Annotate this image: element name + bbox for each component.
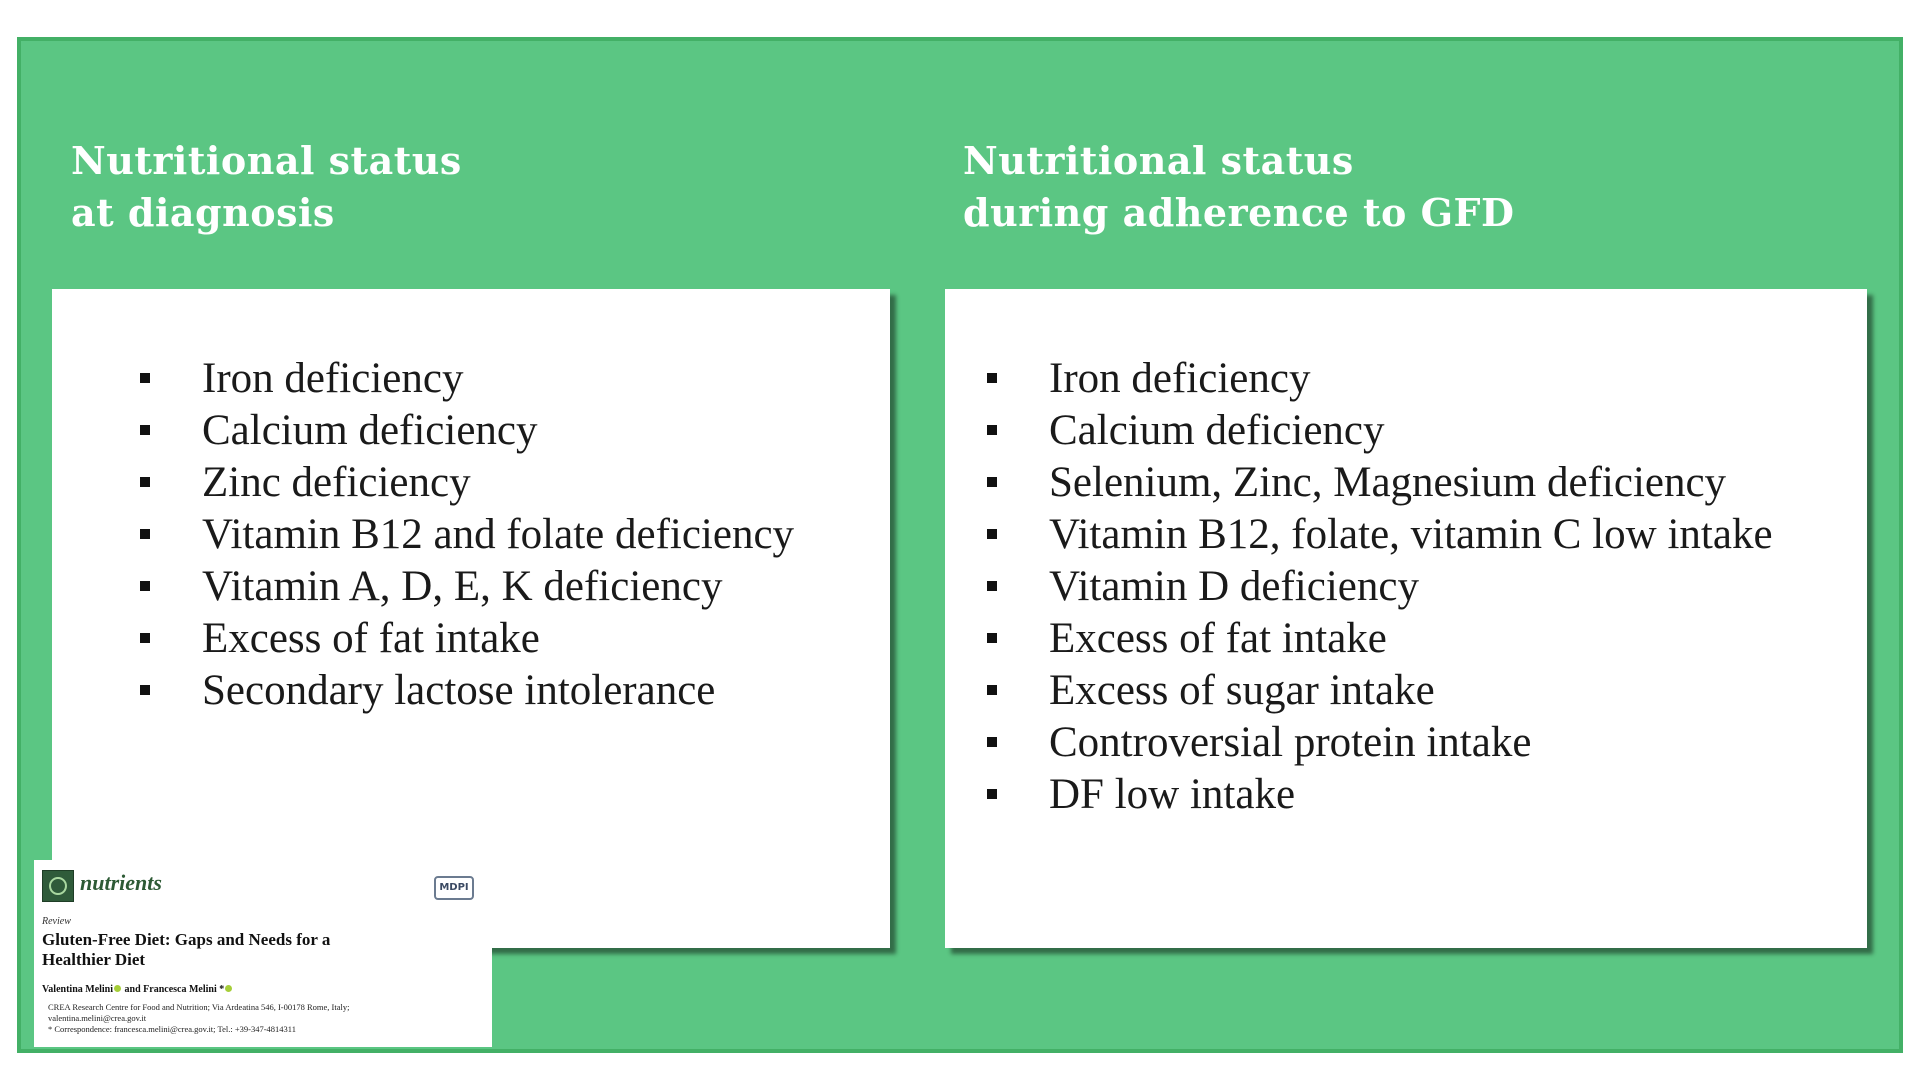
diagnosis-list — [140, 353, 794, 717]
square-bullet-icon — [140, 685, 150, 695]
list-item — [987, 561, 1773, 613]
list-item — [140, 613, 794, 665]
list-item-label: Calcium deficiency — [202, 407, 538, 454]
left-column-title — [71, 135, 462, 239]
list-item-label: DF low intake — [1049, 771, 1296, 818]
square-bullet-icon — [140, 373, 150, 383]
orcid-icon — [114, 985, 121, 992]
journal-name: nutrients — [80, 870, 162, 895]
authors — [42, 984, 233, 995]
list-item-label: Vitamin A, D, E, K deficiency — [202, 563, 723, 610]
gfd-adherence-list — [987, 353, 1773, 821]
square-bullet-icon — [987, 477, 997, 487]
journal-logo-icon — [42, 870, 74, 902]
square-bullet-icon — [140, 581, 150, 591]
right-title-line-1: Nutritional status — [963, 138, 1354, 183]
list-item-label: Vitamin B12, folate, vitamin C low intake — [1049, 511, 1773, 558]
square-bullet-icon — [987, 529, 997, 539]
list-item — [987, 353, 1773, 405]
article-type: Review — [42, 916, 71, 927]
left-title-line-1: Nutritional status — [71, 138, 462, 183]
orcid-icon — [225, 985, 232, 992]
square-bullet-icon — [987, 581, 997, 591]
diagnosis-panel — [52, 289, 890, 948]
square-bullet-icon — [987, 685, 997, 695]
square-bullet-icon — [140, 425, 150, 435]
list-item-label: Vitamin B12 and folate deficiency — [202, 511, 795, 558]
affiliation-line-1: CREA Research Centre for Food and Nutrition; Via Ardeatina 546, I-00178 Rome, Italy; — [48, 1002, 350, 1012]
list-item — [140, 457, 794, 509]
list-item-label: Iron deficiency — [1049, 355, 1311, 402]
affiliation-line-2: valentina.melini@crea.gov.it — [48, 1013, 147, 1023]
paper-thumbnail — [34, 860, 492, 1047]
author-1: Valentina Melini — [42, 984, 114, 995]
square-bullet-icon — [140, 633, 150, 643]
list-item — [987, 665, 1773, 717]
square-bullet-icon — [987, 737, 997, 747]
square-bullet-icon — [140, 529, 150, 539]
list-item — [987, 769, 1773, 821]
list-item — [140, 665, 794, 717]
list-item — [987, 457, 1773, 509]
list-item-label: Iron deficiency — [202, 355, 464, 402]
list-item-label: Selenium, Zinc, Magnesium deficiency — [1049, 459, 1727, 506]
list-item-label: Excess of fat intake — [202, 615, 540, 662]
list-item-label: Calcium deficiency — [1049, 407, 1385, 454]
square-bullet-icon — [987, 373, 997, 383]
list-item-label: Excess of fat intake — [1049, 615, 1387, 662]
affiliation-line-3: * Correspondence: francesca.melini@crea.gov.it; Tel.: +39-347-4814311 — [48, 1024, 296, 1034]
list-item-label: Zinc deficiency — [202, 459, 471, 506]
list-item-label: Secondary lactose intolerance — [202, 667, 716, 714]
article-title-line-2: Healthier Diet — [42, 950, 146, 969]
square-bullet-icon — [987, 789, 997, 799]
right-title-line-2: during adherence to GFD — [963, 190, 1515, 235]
gfd-adherence-panel — [945, 289, 1867, 948]
article-title-line-1: Gluten-Free Diet: Gaps and Needs for a — [42, 930, 331, 949]
square-bullet-icon — [987, 425, 997, 435]
affiliation — [48, 1002, 350, 1035]
list-item — [140, 405, 794, 457]
right-column-title — [963, 135, 1514, 239]
author-2: and Francesca Melini * — [122, 984, 225, 995]
list-item-label: Excess of sugar intake — [1049, 667, 1435, 714]
publisher-logo: MDPI — [434, 876, 474, 900]
list-item-label: Vitamin D deficiency — [1049, 563, 1419, 610]
list-item — [987, 717, 1773, 769]
list-item — [140, 353, 794, 405]
square-bullet-icon — [987, 633, 997, 643]
list-item — [140, 509, 794, 561]
list-item — [987, 405, 1773, 457]
list-item — [987, 509, 1773, 561]
list-item-label: Controversial protein intake — [1049, 719, 1532, 766]
left-title-line-2: at diagnosis — [71, 190, 335, 235]
list-item — [140, 561, 794, 613]
list-item — [987, 613, 1773, 665]
square-bullet-icon — [140, 477, 150, 487]
article-title — [42, 930, 482, 970]
